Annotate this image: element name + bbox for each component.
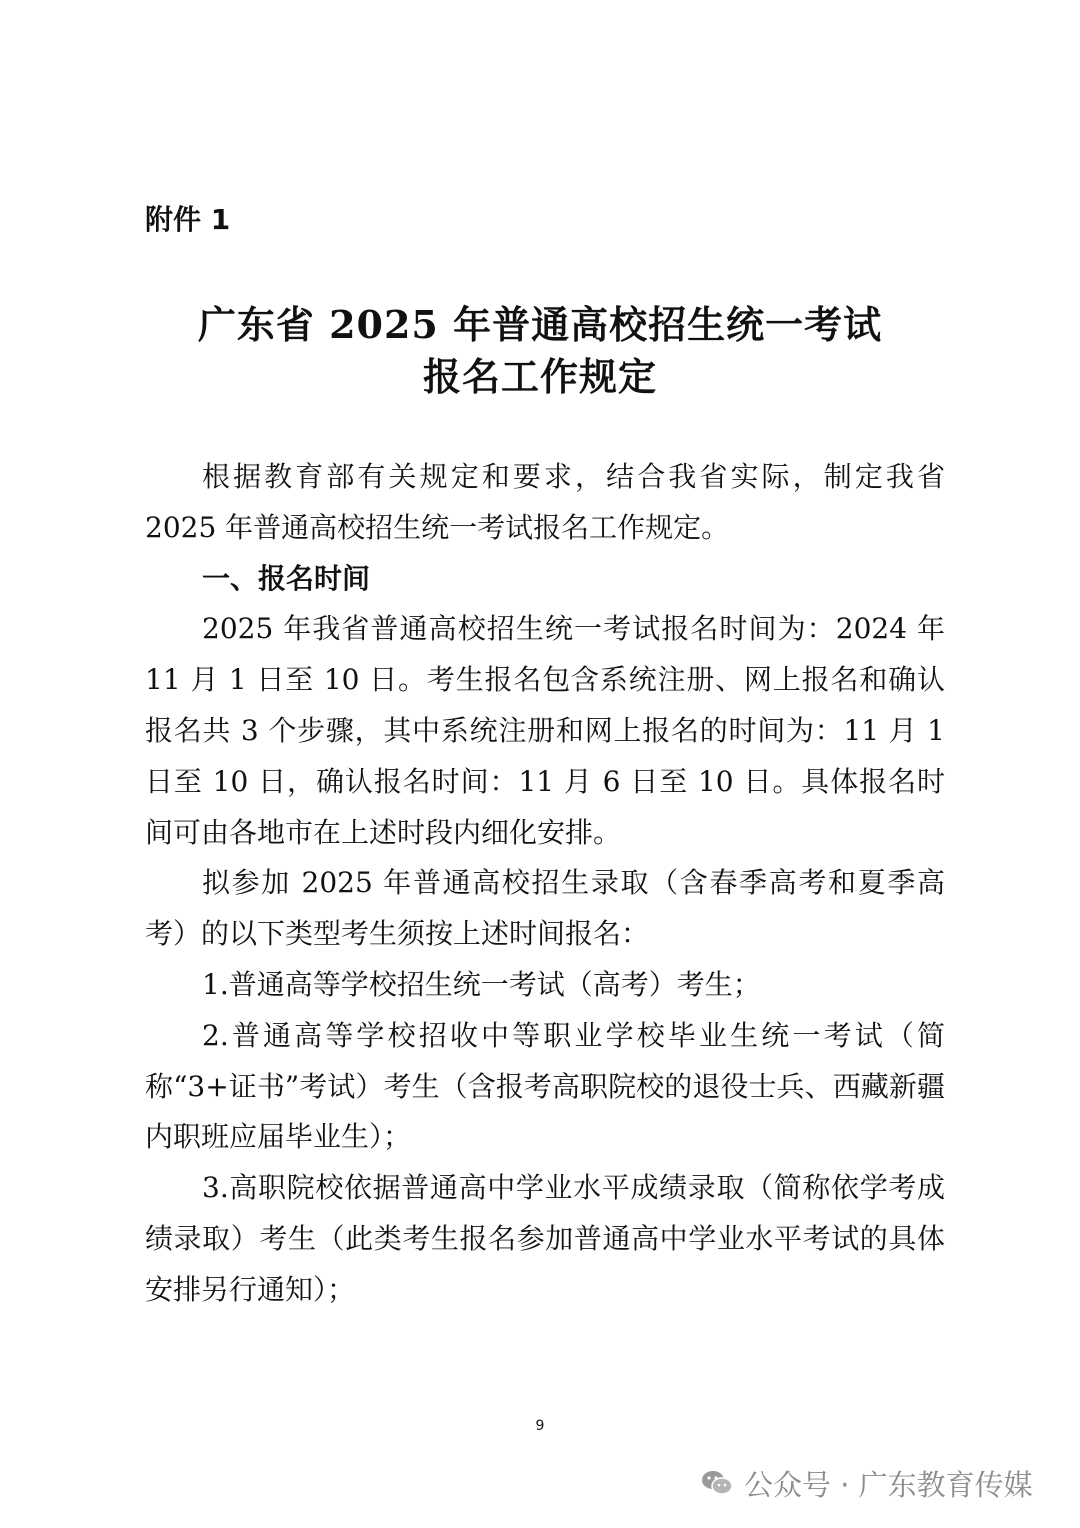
wechat-icon — [700, 1466, 734, 1500]
registration-time-paragraph: 2025 年我省普通高校招生统一考试报名时间为：2024 年 11 月 1 日至 10 日。考生报名包含系统注册、网上报名和确认报名共 3 个步骤，其中系统注册和网上报名的时间为：11 月 1 日至 10 日，确认报名时间：11 月 6 日至 10 日。具体报名时间可由各地市在上述时段内细化安排。 — [145, 612, 945, 849]
candidate-type-item-1: 1.普通高等学校招生统一考试（高考）考生； — [202, 967, 761, 1001]
candidate-type-item-3: 3.高职院校依据普通高中学业水平成绩录取（简称依学考成绩录取）考生（此类考生报名参加普通高中学业水平考试的具体安排另行通知）； — [145, 1171, 945, 1306]
intro-paragraph: 根据教育部有关规定和要求，结合我省实际，制定我省 2025 年普通高校招生统一考试报名工作规定。 — [145, 460, 945, 544]
attachment-label: 附件 1 — [145, 203, 231, 236]
page-number: 9 — [535, 1418, 545, 1434]
candidate-types-paragraph: 拟参加 2025 年普通高校招生录取（含春季高考和夏季高考）的以下类型考生须按上述时间报名： — [145, 866, 945, 951]
candidate-type-item-2: 2.普通高等学校招收中等职业学校毕业生统一考试（简称“3+证书”考试）考生（含报考高职院校的退役士兵、西藏新疆内职班应届毕业生）； — [145, 1018, 945, 1154]
document-title-line-2: 报名工作规定 — [422, 354, 657, 399]
watermark-text: 公众号 · 广东教育传媒 — [744, 1467, 1033, 1502]
watermark — [700, 1460, 1033, 1506]
document-title-line-1: 广东省 2025 年普通高校招生统一考试 — [197, 302, 883, 347]
section-heading-registration-time: 一、报名时间 — [202, 561, 371, 595]
document-body — [145, 452, 945, 1316]
